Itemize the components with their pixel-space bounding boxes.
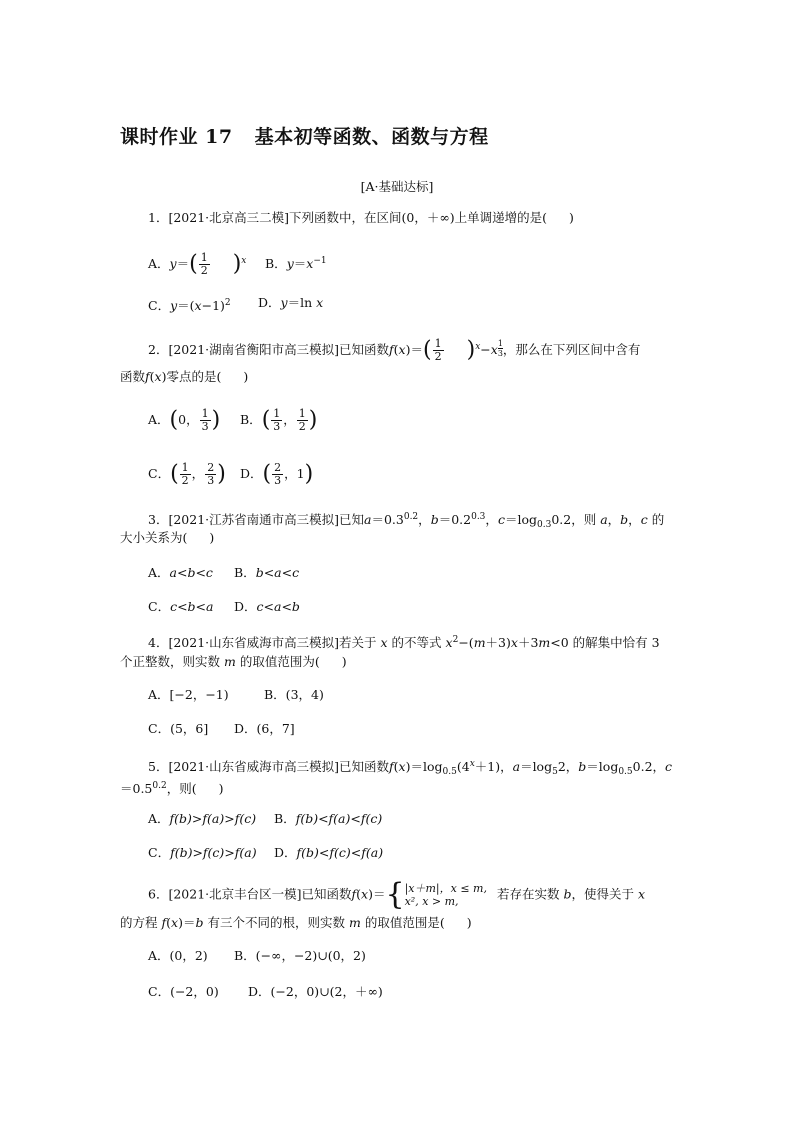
title-main: 课时作业 17	[120, 126, 233, 148]
question-4-option-c: C．(5，6]	[148, 721, 209, 736]
question-6-option-d: D．(−2，0)∪(2，＋∞)	[248, 984, 383, 999]
section-label: [A·基础达标]	[360, 179, 434, 194]
question-3-option-b: B．b<a<c	[234, 565, 300, 580]
question-3-option-d: D．c<a<b	[234, 599, 300, 614]
title-sub: 基本初等函数、函数与方程	[254, 126, 489, 148]
question-6-option-b: B．(−∞，−2)∪(0，2)	[234, 948, 366, 963]
page-title	[120, 122, 489, 149]
question-5-option-b: B．f(b)<f(a)<f(c)	[274, 811, 383, 826]
question-2-option-a: A．(0， $\frac{1}{3}$ )	[148, 407, 221, 433]
question-3-stem-line2: 大小关系为( )	[120, 530, 215, 545]
question-3-option-a: A．a<b<c	[148, 565, 213, 580]
question-6-stem-line1: 6．[2021·北京丰台区一模]已知函数f(x)＝{ |x＋m|，x ≤ m, x², x > m, 若存在实数 b，使得关于 x	[148, 877, 646, 912]
question-5-option-d: D．f(b)<f(c)<f(a)	[274, 845, 384, 860]
question-4-option-a: A．[−2，−1)	[148, 687, 229, 702]
question-6-option-a: A．(0，2)	[148, 948, 208, 963]
question-4-stem-line1: 4．[2021·山东省威海市高三模拟]若关于 x 的不等式 $x^2-(m+3)x+3m<0$ 的解集中恰有 3	[148, 635, 660, 650]
question-3-stem-line1: 3．[2021·江苏省南通市高三模拟]已知$a=0.3^{0.2}$，$b=0.2^{0.3}$，$c=\log_{0.3}0.2$，则 a，b，c 的	[148, 512, 665, 530]
question-5-option-a: A．f(b)>f(a)>f(c)	[148, 811, 257, 826]
question-1-option-d: D．y＝ln x	[258, 295, 324, 310]
question-1-option-b: B．$y=x^{-1}$	[265, 256, 327, 271]
question-1-option-a: A．y＝( $\frac{1}{2}$ )$^x$	[148, 251, 247, 277]
question-6-stem-line2: 的方程 f(x)＝b 有三个不同的根，则实数 m 的取值范围是( )	[120, 915, 472, 930]
question-3-option-c: C．c<b<a	[148, 599, 214, 614]
question-1-stem: 1．[2021·北京高三二模]下列函数中，在区间(0，＋∞)上单调递增的是( )	[148, 210, 574, 225]
question-2-option-b: B．( $\frac{1}{3}$ ， $\frac{1}{2}$ )	[240, 407, 318, 433]
question-5-option-c: C．f(b)>f(c)>f(a)	[148, 845, 257, 860]
question-5-stem-line2: $=0.5^{0.2}$，则( )	[120, 781, 224, 796]
question-4-option-b: B．(3，4)	[264, 687, 324, 702]
question-4-option-d: D．(6，7]	[234, 721, 295, 736]
question-2-stem-line2: 函数f(x)零点的是( )	[120, 369, 249, 384]
question-2-stem-line1: 2．[2021·湖南省衡阳市高三模拟]已知函数f(x)＝( $\frac{1}{2}$ )$^x$−x $\frac{1}{3}$ ，那么在下列区间中含有	[148, 337, 641, 363]
question-1-option-c: C．$y=(x-1)^2$	[148, 298, 231, 313]
question-4-stem-line2: 个正整数，则实数 m 的取值范围为( )	[120, 654, 347, 669]
question-6-option-c: C．(−2，0)	[148, 984, 219, 999]
question-5-stem-line1: 5．[2021·山东省威海市高三模拟]已知函数$f(x)=\log_{0.5}(4^x+1)$，$a=\log_52$，$b=\log_{0.5}0.2$，c	[148, 759, 673, 777]
question-2-option-c: C．( $\frac{1}{2}$ ， $\frac{2}{3}$ )	[148, 461, 226, 487]
question-2-option-d: D．( $\frac{2}{3}$ ，1)	[240, 461, 314, 487]
